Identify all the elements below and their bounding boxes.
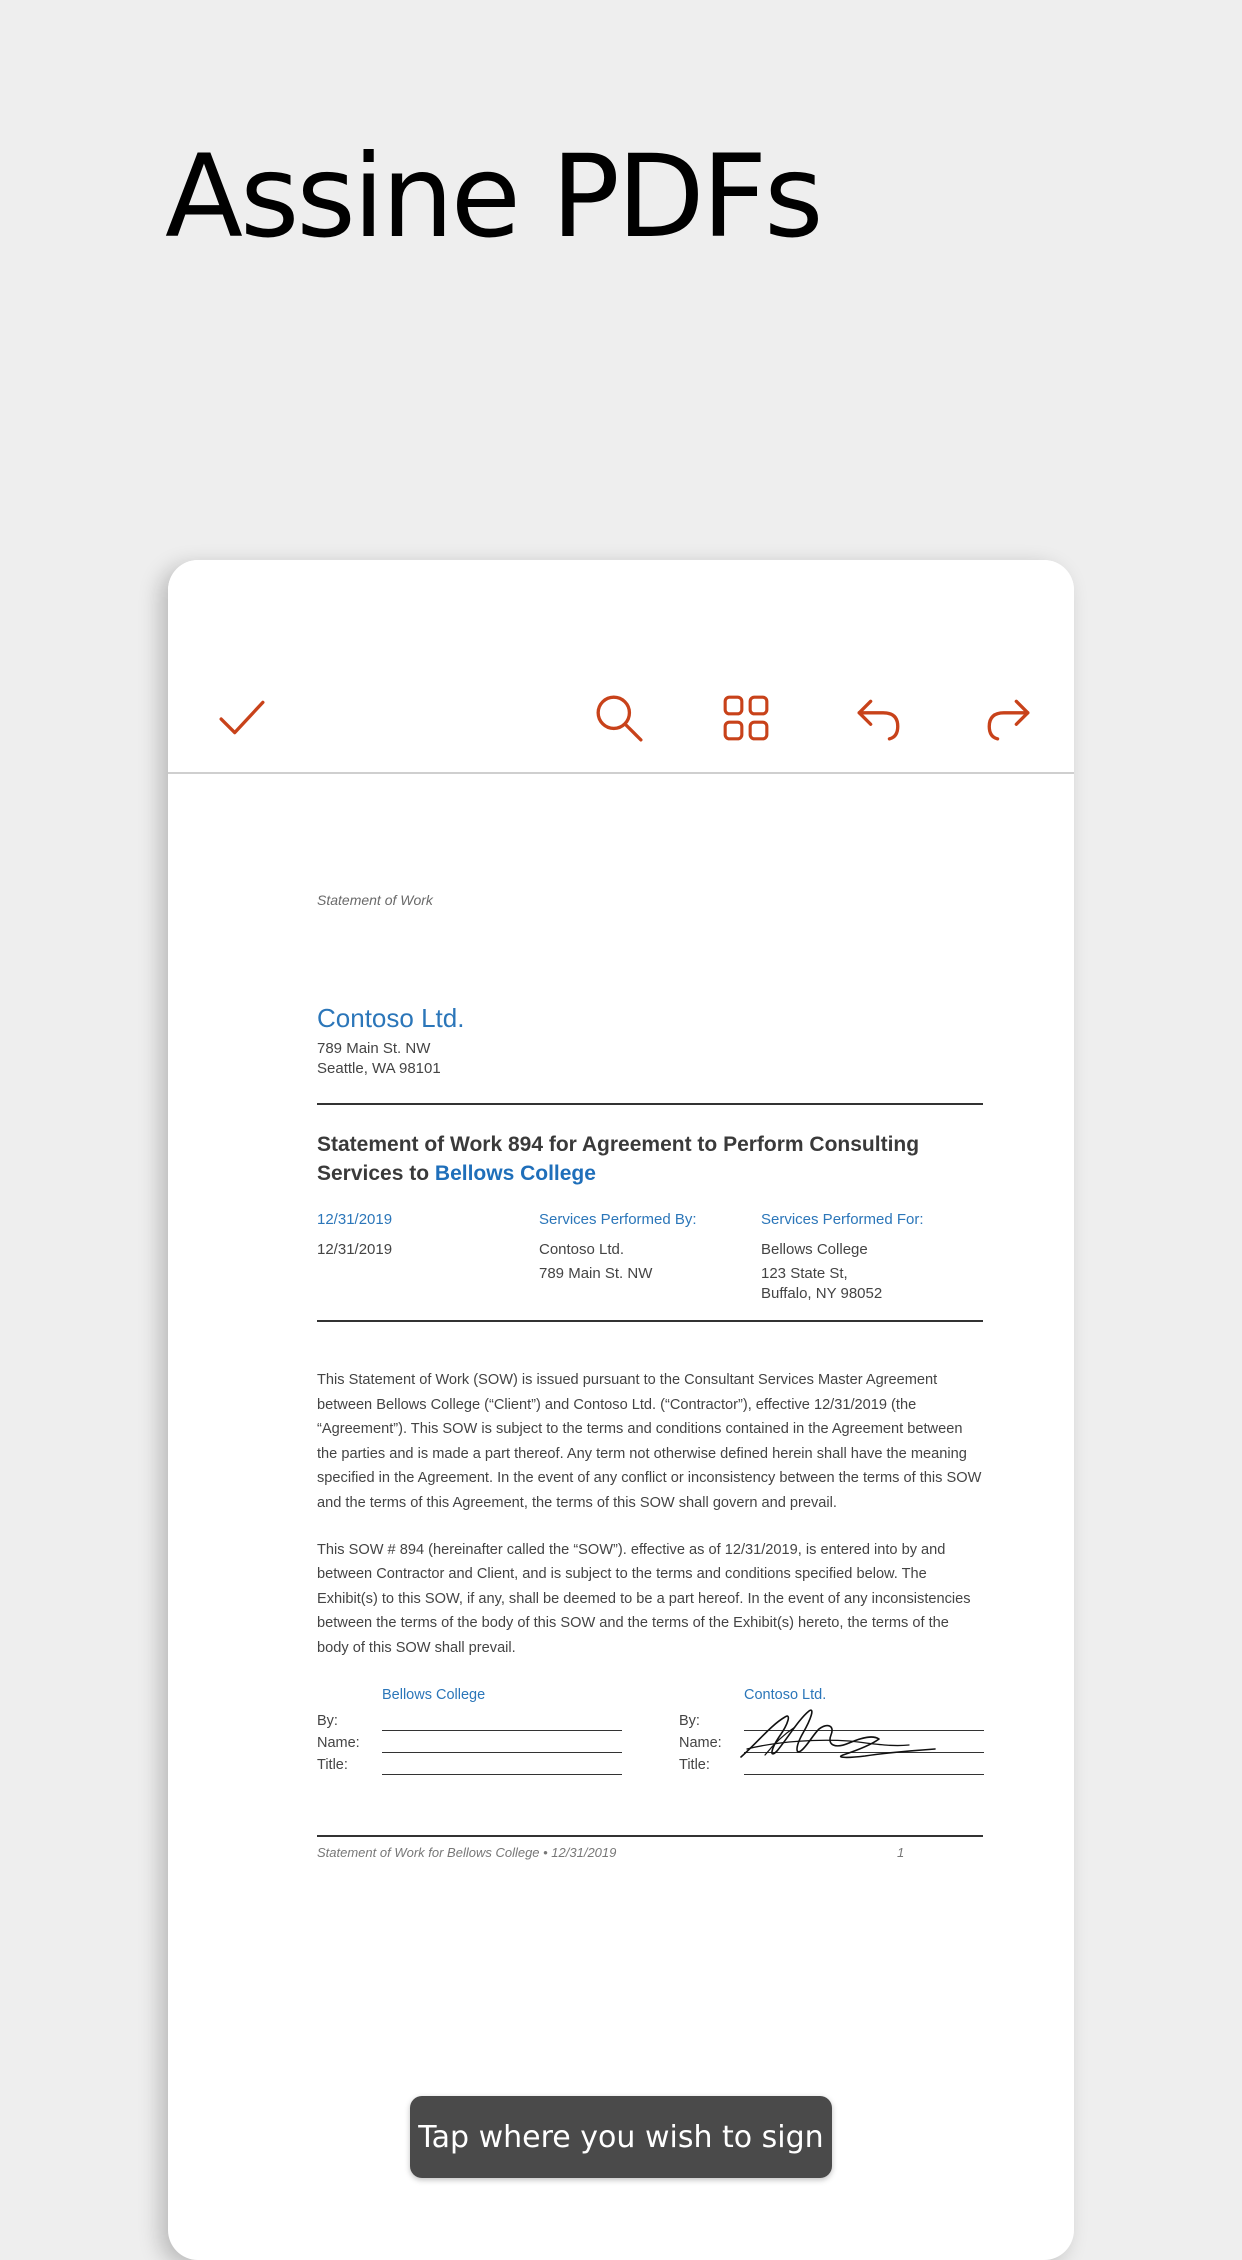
field-label: Name: — [679, 1734, 722, 1751]
field-label: Title: — [317, 1756, 348, 1773]
signature-name-field[interactable] — [317, 1731, 622, 1753]
field-label: Title: — [679, 1756, 710, 1773]
redo-icon — [983, 693, 1033, 743]
signature-area — [317, 1687, 983, 1807]
done-button[interactable] — [212, 688, 272, 748]
search-button[interactable] — [589, 688, 649, 748]
app-window — [168, 560, 1074, 2260]
info-value: Bellows College — [761, 1241, 868, 1258]
signature-line — [382, 1774, 622, 1775]
divider — [317, 1103, 983, 1105]
footer-text: Statement of Work for Bellows College • 12/31/2019 — [317, 1844, 617, 1860]
signature-by-field[interactable] — [317, 1709, 622, 1731]
handwritten-signature[interactable] — [739, 1705, 939, 1767]
pdf-page[interactable] — [317, 810, 983, 1863]
document-header: Statement of Work — [317, 892, 433, 908]
info-value: 12/31/2019 — [317, 1241, 393, 1258]
search-icon — [594, 693, 644, 743]
signature-line — [744, 1774, 984, 1775]
redo-button[interactable] — [978, 688, 1038, 748]
field-label: By: — [317, 1712, 338, 1729]
company-address — [317, 1039, 983, 1079]
info-label: Services Performed By: — [539, 1211, 697, 1228]
company-name: Contoso Ltd. — [317, 1003, 465, 1033]
sow-title-text: Statement of Work 894 for Agreement to Perform Consulting Services to — [317, 1133, 920, 1185]
info-columns — [317, 1210, 983, 1304]
info-column-performed-for — [761, 1210, 983, 1304]
signature-org: Bellows College — [382, 1686, 486, 1703]
divider — [317, 1320, 983, 1322]
grid-view-icon — [721, 693, 771, 743]
page-number: 1 — [897, 1844, 905, 1860]
info-label: 12/31/2019 — [317, 1211, 393, 1228]
sow-title — [317, 1130, 983, 1188]
signature-org: Contoso Ltd. — [744, 1686, 827, 1703]
field-label: By: — [679, 1712, 700, 1729]
sign-hint-toast: Tap where you wish to sign — [410, 2096, 832, 2178]
info-column-date — [317, 1210, 539, 1304]
done-check-icon — [217, 693, 267, 743]
address-line: 789 Main St. NW — [317, 1040, 431, 1057]
signature-title-field[interactable] — [317, 1753, 622, 1775]
info-column-performed-by — [539, 1210, 761, 1304]
toolbar — [168, 560, 1074, 774]
info-value: Contoso Ltd. — [539, 1241, 625, 1258]
divider — [317, 1835, 983, 1837]
body-paragraph: This SOW # 894 (hereinafter called the “SOW”). effective as of 12/31/2019, is entered into by and between Contractor and Client, and is subject to the terms and conditions specified below. The Exhibit(s) to this SOW, if any, shall be deemed to be a part hereof. In the event of any inconsistencies between the terms of the body of this SOW and the terms of the Exhibit(s) hereto, the terms of the body of this SOW shall prevail. — [317, 1541, 971, 1656]
sow-title-client: Bellows College — [434, 1162, 596, 1185]
page-footer — [317, 1845, 983, 1863]
field-label: Name: — [317, 1734, 360, 1751]
body-paragraph: This Statement of Work (SOW) is issued pursuant to the Consultant Services Master Agreement between Bellows College (“Client”) and Contoso Ltd. (“Contractor”), effective 12/31/2019 (the “Agreement”). This SOW is subject to the terms and conditions contained in the Agreement between the parties and is made a part thereof. Any term not otherwise defined herein shall have the meaning specified in the Agreement. In the event of any conflict or inconsistency between the terms of this SOW and the terms of this Agreement, the terms of this SOW shall govern and prevail. — [317, 1372, 982, 1511]
info-value: 123 State St, — [761, 1265, 848, 1282]
page-headline: Assine PDFs — [165, 130, 821, 263]
info-value: 789 Main St. NW — [539, 1265, 653, 1282]
address-line: Seattle, WA 98101 — [317, 1060, 441, 1077]
info-value: Buffalo, NY 98052 — [761, 1285, 883, 1302]
info-label: Services Performed For: — [761, 1211, 924, 1228]
undo-button[interactable] — [849, 688, 909, 748]
undo-icon — [854, 693, 904, 743]
thumbnails-button[interactable] — [716, 688, 776, 748]
